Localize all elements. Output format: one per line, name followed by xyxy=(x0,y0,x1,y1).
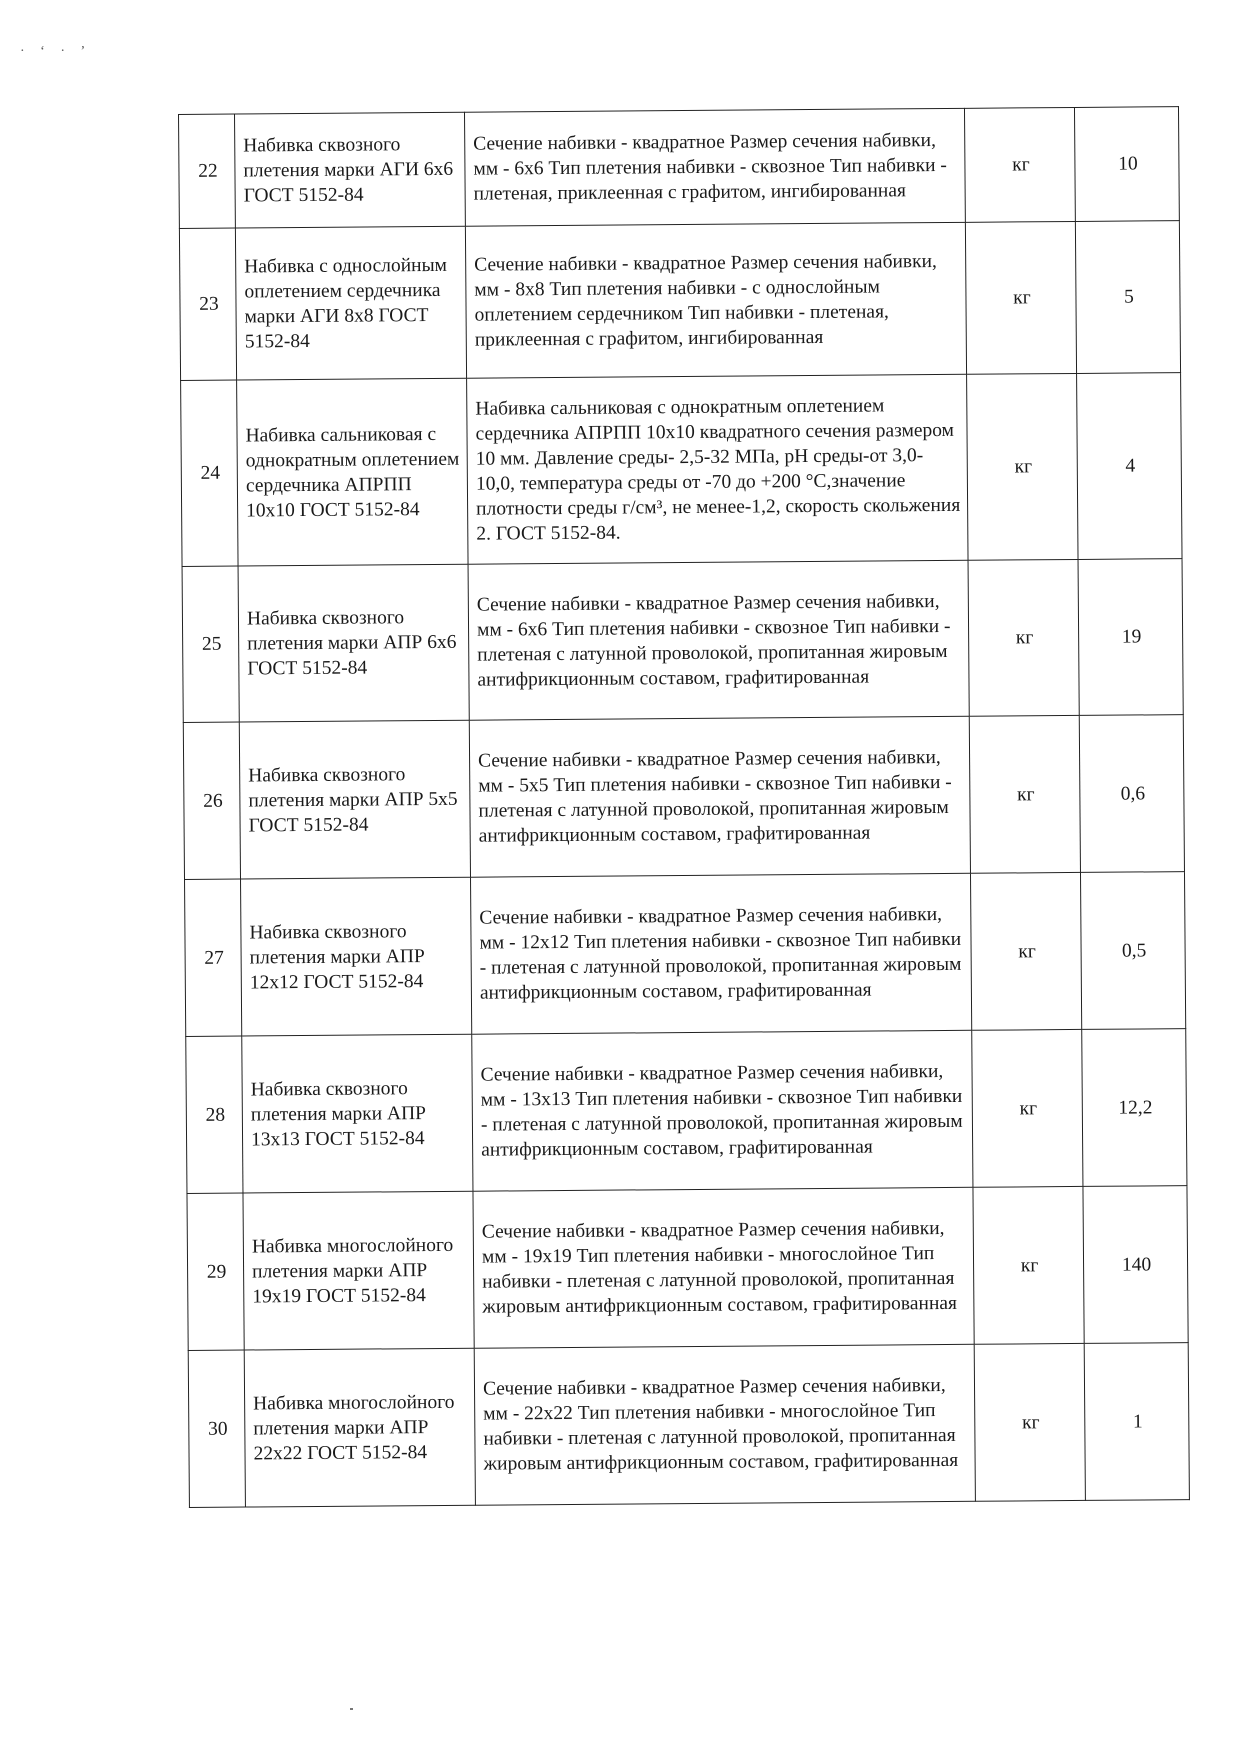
item-unit: кг xyxy=(972,1029,1083,1187)
item-name: Набивка сквозного плетения марки АПР 12х12 ГОСТ 5152-84 xyxy=(241,877,472,1036)
item-unit: кг xyxy=(965,221,1076,374)
item-quantity: 12,2 xyxy=(1082,1029,1187,1187)
row-number: 22 xyxy=(179,114,236,228)
row-number: 25 xyxy=(182,566,239,722)
item-unit: кг xyxy=(964,107,1075,222)
specification-table xyxy=(178,106,1190,1508)
item-name: Набивка сквозного плетения марки АПР 6х6 ГОСТ 5152-84 xyxy=(238,564,469,722)
item-description: Сечение набивки - квадратное Размер сечения набивки, мм - 19х19 Тип плетения набивки - многослойное Тип набивки - плетеная с латунной проволокой, пропитанная жировым антифрикционным составом, графитированная xyxy=(473,1187,974,1348)
item-quantity: 5 xyxy=(1075,221,1180,374)
item-description: Сечение набивки - квадратное Размер сечения набивки, мм - 5х5 Тип плетения набивки - сквозное Тип набивки - плетеная с латунной проволокой, пропитанная жировым антифрикционным составом, графитированная xyxy=(469,716,970,877)
table-row xyxy=(185,872,1186,1037)
item-description: Набивка сальниковая с однократным оплетением сердечника АПРПП 10х10 квадратного сечения размером 10 мм. Давление среды- 2,5-32 МПа, pH среды-от 3,0-10,0, температура среды от -70 до +200 °С,значение плотности среды г/см³, не менее-1,2, скорость скольжения 2. ГОСТ 5152-84. xyxy=(467,374,968,564)
row-number: 28 xyxy=(186,1036,243,1193)
row-number: 23 xyxy=(179,228,236,380)
row-number: 24 xyxy=(181,380,238,566)
table-row xyxy=(188,1343,1189,1508)
item-description: Сечение набивки - квадратное Размер сечения набивки, мм - 12х12 Тип плетения набивки - сквозное Тип набивки - плетеная с латунной проволокой, пропитанная жировым антифрикционным составом, графитированная xyxy=(471,873,972,1034)
item-description: Сечение набивки - квадратное Размер сечения набивки, мм - 22х22 Тип плетения набивки - многослойное Тип набивки - плетеная с латунной проволокой, пропитанная жировым антифрикционным составом, графитированная xyxy=(474,1344,975,1505)
row-number: 27 xyxy=(185,879,242,1036)
table-row xyxy=(179,221,1180,381)
item-quantity: 19 xyxy=(1078,559,1183,716)
item-name: Набивка многослойного плетения марки АПР 19х19 ГОСТ 5152-84 xyxy=(243,1191,474,1350)
item-name: Набивка сквозного плетения марки АГИ 6х6 ГОСТ 5152-84 xyxy=(235,112,466,228)
item-description: Сечение набивки - квадратное Размер сечения набивки, мм - 13х13 Тип плетения набивки - сквозное Тип набивки - плетеная с латунной проволокой, пропитанная жировым антифрикционным составом, графитированная xyxy=(472,1030,973,1191)
item-quantity: 0,5 xyxy=(1080,872,1185,1030)
item-quantity: 4 xyxy=(1077,373,1182,560)
item-quantity: 140 xyxy=(1083,1186,1188,1344)
table-row xyxy=(179,107,1180,229)
item-unit: кг xyxy=(967,373,1078,560)
item-description: Сечение набивки - квадратное Размер сечения набивки, мм - 6х6 Тип плетения набивки - сквозное Тип набивки - плетеная, приклеенная с графитом, ингибированная xyxy=(464,108,965,226)
item-name: Набивка сальниковая с однократным оплетением сердечника АПРПП 10х10 ГОСТ 5152-84 xyxy=(237,378,468,566)
item-name: Набивка сквозного плетения марки АПР 5х5 ГОСТ 5152-84 xyxy=(239,720,470,879)
table-row xyxy=(187,1186,1188,1351)
item-description: Сечение набивки - квадратное Размер сечения набивки, мм - 6х6 Тип плетения набивки - сквозное Тип набивки - плетеная с латунной проволокой, пропитанная жировым антифрикционным составом, графитированная xyxy=(468,560,969,720)
item-quantity: 0,6 xyxy=(1079,715,1184,873)
item-unit: кг xyxy=(970,872,1081,1030)
scan-speck xyxy=(350,1708,353,1710)
table-row xyxy=(183,715,1184,880)
table-row xyxy=(182,559,1183,723)
row-number: 29 xyxy=(187,1193,244,1350)
item-description: Сечение набивки - квадратное Размер сечения набивки, мм - 8х8 Тип плетения набивки - с однослойным оплетением сердечником Тип набивки - плетеная, приклеенная с графитом, ингибированная xyxy=(465,222,966,378)
item-unit: кг xyxy=(969,715,1080,873)
item-name: Набивка сквозного плетения марки АПР 13х13 ГОСТ 5152-84 xyxy=(242,1034,473,1193)
item-unit: кг xyxy=(973,1186,1084,1344)
row-number: 26 xyxy=(183,722,240,879)
item-name: Набивка многослойного плетения марки АПР 22х22 ГОСТ 5152-84 xyxy=(244,1348,475,1507)
item-unit: кг xyxy=(974,1343,1085,1501)
item-unit: кг xyxy=(968,559,1079,716)
table-row xyxy=(181,373,1182,567)
item-quantity: 1 xyxy=(1084,1343,1189,1501)
scan-noise: · ‘ · ’ xyxy=(20,44,92,59)
item-quantity: 10 xyxy=(1074,107,1179,222)
row-number: 30 xyxy=(188,1350,245,1507)
item-name: Набивка с однослойным оплетением сердечника марки АГИ 8х8 ГОСТ 5152-84 xyxy=(235,226,466,380)
table-row xyxy=(186,1029,1187,1194)
